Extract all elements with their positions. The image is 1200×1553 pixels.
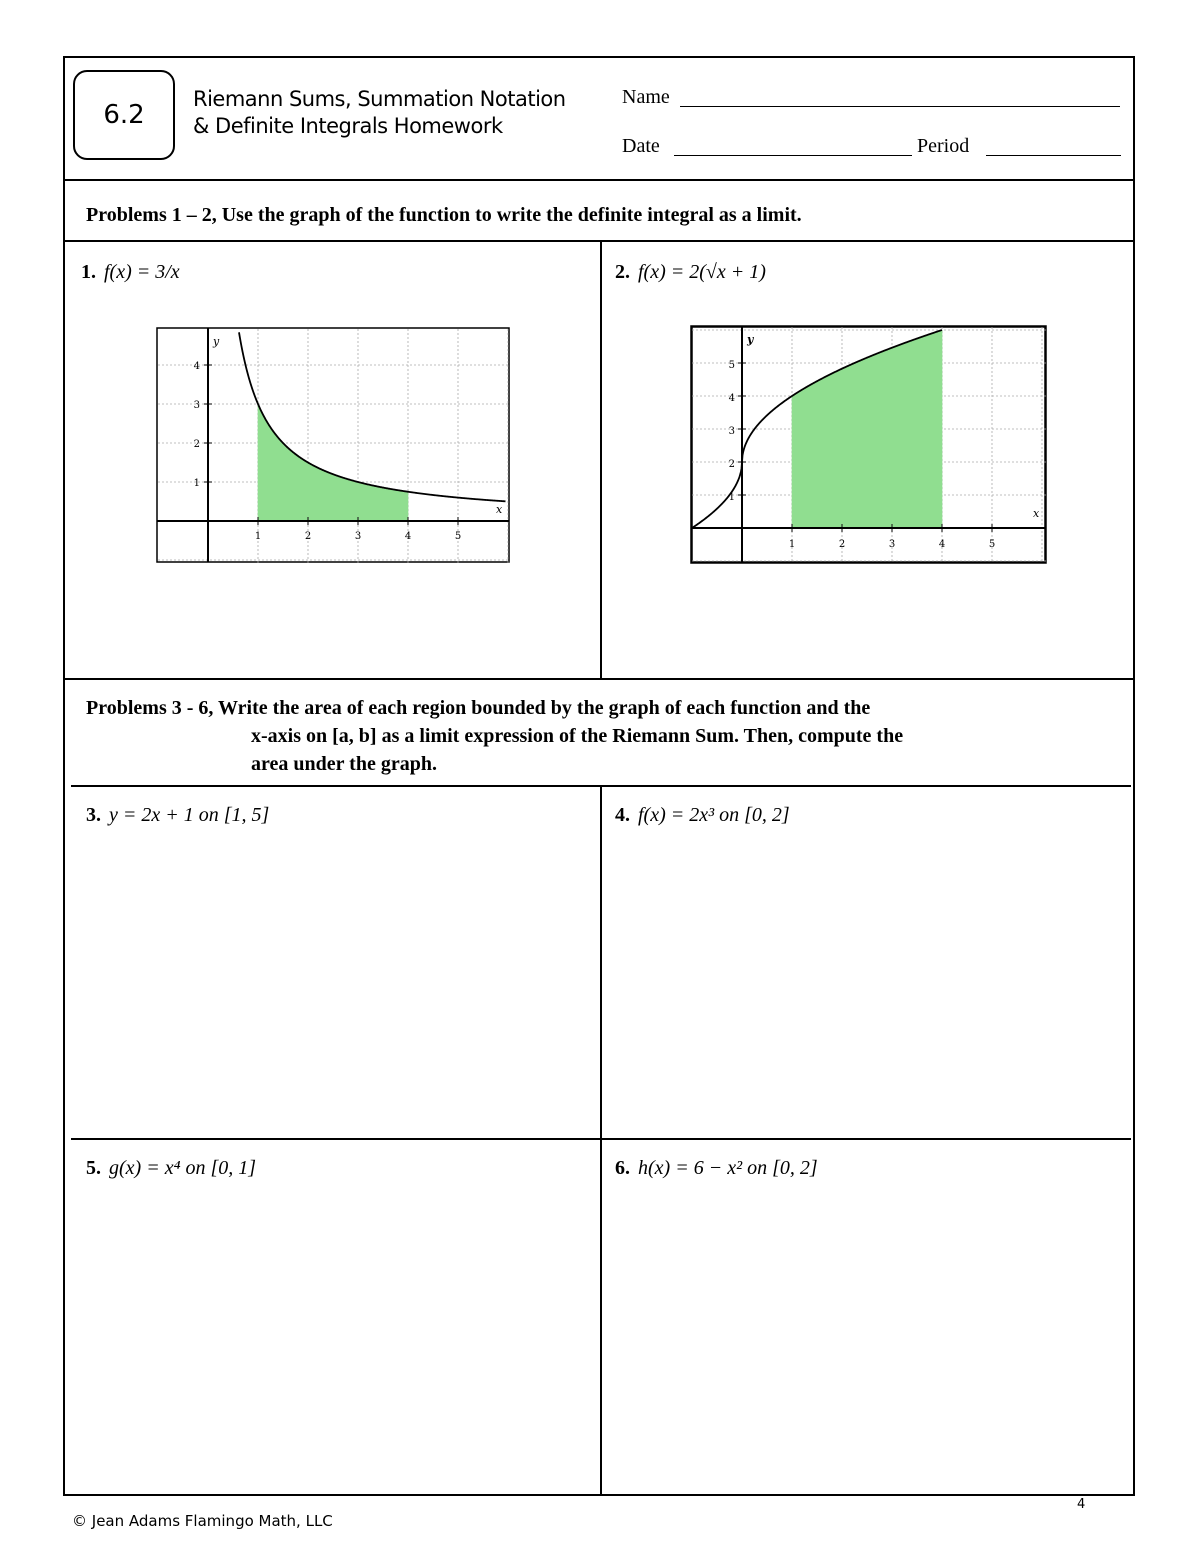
graph-1-y-tick-3: 3 [193,400,200,411]
part1-divider [65,240,1133,242]
graph-2-y-label: y [747,333,754,346]
worksheet [63,56,1135,1496]
problem-3-number: 3. [86,804,101,826]
graph-1-y-tick-1: 1 [193,478,200,489]
graph-1-y-tick-4: 4 [193,361,200,372]
header-divider [65,179,1133,181]
problem-6-number: 6. [615,1157,630,1179]
graph-1-x-tick-3: 3 [354,531,362,542]
graph-problems-divider [600,240,602,678]
graph-2-x-tick-5: 5 [988,539,996,550]
graph-2-x-tick-3: 3 [888,539,896,550]
problem-2-expr: f(x) = 2(√x + 1) [638,261,766,283]
problem-5-number: 5. [86,1157,101,1179]
problem-1-number: 1. [81,261,96,283]
graph-2-x-tick-1: 1 [788,539,796,550]
graph-2-y-tick-5: 5 [728,360,735,371]
graph-2-x-tick-2: 2 [838,539,846,550]
date-blank[interactable] [674,155,912,156]
area-problems-divider [600,785,602,1495]
problem-4 [615,804,790,827]
problem-5 [86,1157,256,1180]
graph-1-y-tick-2: 2 [193,439,200,450]
problem-6 [615,1157,818,1180]
problem-1 [81,261,180,284]
graph-1 [156,327,512,565]
date-label: Date [622,135,660,157]
period-blank[interactable] [986,155,1121,156]
problem-6-expr: h(x) = 6 − x² on [0, 2] [638,1157,818,1179]
part2-instruction [86,694,903,778]
graph-2 [690,325,1048,565]
graph-1-y-label: y [213,335,220,348]
graph-2-y-tick-1: 1 [728,492,735,503]
title-line-1: Riemann Sums, Summation Notation [193,87,566,111]
period-label: Period [917,135,970,157]
graph-2-y-tick-3: 3 [728,426,735,437]
problem-3 [86,804,269,827]
part2-top-divider [65,678,1133,680]
graph-2-x-tick-4: 4 [938,539,946,550]
graph-1-x-tick-5: 5 [454,531,462,542]
graph-1-x-tick-1: 1 [254,531,262,542]
name-label: Name [622,86,670,108]
problem-1-expr: f(x) = 3/x [104,261,180,283]
part2-instruction-line-2: x-axis on [a, b] as a limit expression of the Riemann Sum. Then, compute the [251,725,904,747]
area-problems-row-divider [71,1138,1131,1140]
title-line-2: & Definite Integrals Homework [193,114,503,138]
page-number: 4 [1077,1497,1086,1512]
graph-1-frame [157,328,509,562]
problem-3-expr: y = 2x + 1 on [1, 5] [109,804,270,826]
copyright-footer: © Jean Adams Flamingo Math, LLC [72,1512,333,1530]
graph-2-y-tick-2: 2 [728,459,735,470]
part2-instruction-line-3: area under the graph. [251,753,437,775]
problem-4-expr: f(x) = 2x³ on [0, 2] [638,804,790,826]
section-badge: 6.2 [73,70,175,160]
problem-2-number: 2. [615,261,630,283]
graph-2-y-tick-4: 4 [728,393,735,404]
problem-5-expr: g(x) = x⁴ on [0, 1] [109,1157,257,1179]
graph-1-x-tick-4: 4 [404,531,412,542]
worksheet-title [193,86,566,140]
problem-2 [615,261,766,284]
graph-2-x-label: x [1033,507,1040,520]
graph-1-x-label: x [496,503,503,516]
part1-instruction: Problems 1 – 2, Use the graph of the function to write the definite integral as a limit. [86,204,802,226]
problem-4-number: 4. [615,804,630,826]
name-blank[interactable] [680,106,1120,107]
graph-1-x-tick-2: 2 [304,531,312,542]
part2-instruction-line-1: Problems 3 - 6, Write the area of each region bounded by the graph of each function and the [86,697,871,719]
